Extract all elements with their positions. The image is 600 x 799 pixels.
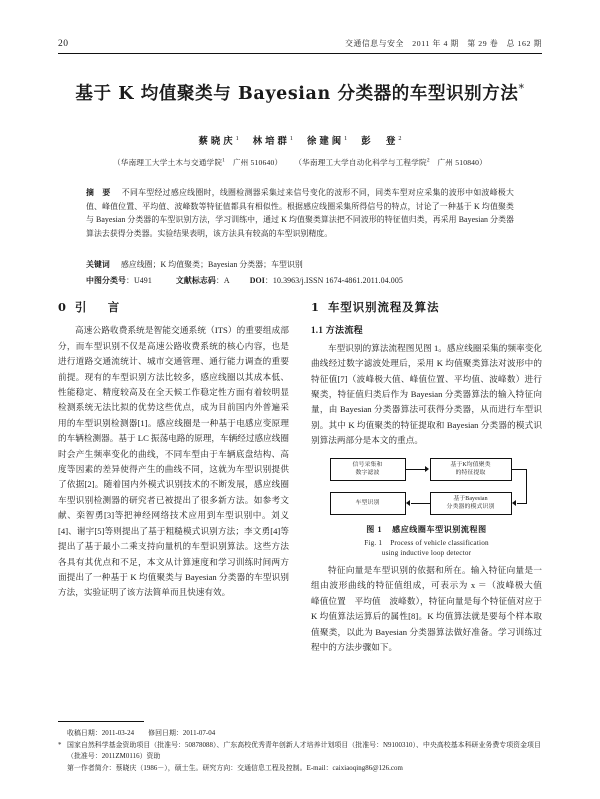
figure-1-caption-cn: 图 1 感应线圈车型识别流程图 (366, 524, 487, 534)
section-title-0: 引 言 (74, 300, 125, 314)
subsection-number-1-1: 1.1 (311, 325, 324, 336)
abstract-label: 摘 要 (86, 188, 111, 197)
footnote-dates: 收稿日期：2011-03-24 修回日期：2011-07-04 (67, 730, 216, 737)
page-number: 20 (58, 39, 69, 49)
figure-1-diagram (322, 456, 532, 518)
section-title-1: 车型识别流程及算法 (327, 300, 440, 314)
flow-box-vehicle-recognition: 车型识别 (330, 492, 406, 515)
figure-1-caption-en: Fig. 1 Process of vehicle classification using inductive loop detector (364, 539, 489, 558)
funding-text: 国家自然科学基金资助项目（批准号：50878088）、广东高校优秀青年创新人才培养计划项目（批准号：N9100310）、中央高校基本科研业务费专项资金项目（批准号：2011ZM0116）资助 (67, 741, 541, 761)
author-3-affil-mark: 1 (344, 134, 348, 142)
clc-group: 中图分类号：U491 (86, 276, 152, 285)
doi-value: 10.3963/j.ISSN 1674-4861.2011.04.005 (272, 276, 403, 285)
subsection-heading-1-1 (311, 323, 542, 338)
journal-citation: 交通信息与安全 2011 年 4 期 第 29 卷 总 162 期 (345, 39, 542, 48)
affiliation-2: （华南理工大学自动化科学与工程学院$^2$ 广州 510840） (294, 157, 487, 167)
footnote-funding (58, 740, 542, 763)
page-title (0, 80, 600, 105)
method-paragraph-1: 车型识别的算法流程图见图 1。感应线圈采集的频率变化曲线经过数字滤波处理后，采用 K 均值聚类算法对波形中的特征值[7]（波峰极大值、峰值位置、平均值、波峰数）进行聚类，特征值归类后作为 Bayesian 分类器算法的输入特征向量，由 Bayesian 分类器算法可获得分类器，从而进行车型识别。其中 K 均值聚类的特征提取和 Bayesian 分类器的模式识别算法两部分是本文的重点。 (311, 342, 542, 446)
section-number-0: 0 (58, 300, 67, 314)
author-4-affil-mark: 2 (398, 134, 402, 142)
section-number-1: 1 (311, 300, 320, 314)
classification-block (86, 274, 514, 287)
abstract-text: 不同车型经过感应线圈时，线圈检测器采集过来信号变化的波形不同，同类车型对应采集的波形中如波峰极大值、峰值位置、平均值、波峰数等特征值都具有相似性。根据感应线圈采集所得信号的特点，讨论了一种基于 K 均值聚类与 Bayesian 分类器的车型识别方法，学习训练中，通过 K 均值聚类算法把不同波形的特征值归类，再采用 Bayesian 分类器算法去获得分类器。实验结果表明，该方法具有较高的车型识别精度。 (86, 188, 514, 238)
author-4: 彭 登$^2$ (361, 134, 402, 147)
author-3: 徐建闽$^1$ (307, 134, 348, 147)
flow-box-signal-acquisition: 信号采集和 数字滤波 (330, 458, 406, 481)
title-footnote-mark: * (518, 82, 525, 96)
doi-group: DOI：10.3963/j.ISSN 1674-4861.2011.04.005 (249, 276, 403, 285)
author-1-affil-mark: 1 (235, 134, 239, 142)
flow-arrow-1 (425, 466, 429, 472)
header-rule (58, 53, 542, 54)
keywords-text: 感应线圈；K 均值聚类；Bayesian 分类器；车型识别 (120, 260, 303, 269)
affiliation-1: （华南理工大学土木与交通学院$^1$ 广州 510640） (113, 157, 283, 167)
section-heading-method (311, 300, 542, 315)
flow-connector-3 (411, 503, 430, 504)
running-head (58, 38, 542, 49)
footnote-author-bio: 第一作者简介：蔡晓庆（1986－），硕士生。研究方向：交通信息工程及控制。E-mail：caixiaoqing86@126.com (67, 764, 403, 772)
section-heading-intro (58, 300, 289, 315)
intro-paragraph-1: 高速公路收费系统是智能交通系统（ITS）的重要组成部分，而车型识别不仅是高速公路收费系统的核心内容，也是进行道路交通流统计、城市交通管理、通行能力调查的重要前提。现有的车型识别方法比较多，感应线圈以其成本低、性能稳定、精度较高及在全天候工作稳定性方面有着较明显检测系统无法比拟的优势这些优点，成为目前国内外普遍采用的车型识别检测器[1]。感应线圈是一种基于电感应变原理的车辆检测器。基于 LC 振荡电路的原理，车辆经过感应线圈时会产生频率变化的曲线，不同车型由于车辆底盘结构、高度等因素的差异使得产生的曲线不同，这就为车型识别提供了依据[2]。随着国内外模式识别技术的不断发展，感应线圈车型识别检测器的研究者已被提出了很多新方法。如参考文献、栾智勇[3]等把神经网络技术应用到车型识别中。刘义[4]、谢宇[5]等则提出了基于粗糙模式识别方法；李文勇[4]等提出了基于最小二乘支持向量机的车型识别算法。这些方法各具有其优点和不足，本文从计算速度和学习训练时间两方面提出了一种基于 K 均值聚类与 Bayesian 分类器的车型识别方法，实验证明了该方法简单而且快速有效。 (58, 325, 289, 598)
author-1: 蔡晓庆$^1$ (198, 134, 239, 147)
flow-box-bayesian-classify: 基于Bayesian 分类器的模式识别 (430, 492, 512, 515)
clc-value: U491 (133, 276, 152, 285)
abstract-block (86, 186, 514, 240)
author-2-affil-mark: 1 (289, 134, 293, 142)
flow-connector-2b (526, 469, 527, 503)
article-title: 基于 K 均值聚类与 Bayesian 分类器的车型识别方法 (75, 84, 519, 104)
column-right (311, 300, 551, 656)
footnote-block (58, 728, 542, 774)
flow-arrow-3 (406, 500, 410, 506)
affiliation-list (0, 157, 600, 168)
flow-connector-1 (406, 469, 425, 470)
author-2: 林培群$^1$ (252, 134, 293, 147)
funding-marker: * (58, 741, 62, 749)
author-list (0, 133, 600, 147)
flow-connector-2a (512, 469, 526, 470)
flow-box-kmeans-feature: 基于K均值聚类 的特征提取 (430, 458, 512, 481)
method-paragraph-2: 特征向量是车型识别的依据和所在。输入特征向量是一组由波形曲线的特征值组成，可表示为 x ＝（波峰极大值 峰值位置 平均值 波峰数），特征向量是每个特征值对应于 K 均值算法运算后的属性[8]。K 均值算法就是要每个样本取值聚类，以此为 Bayesian 分类器算法做好准备。学习训练过程中的方法步骤如下。 (311, 565, 551, 653)
flow-arrow-2 (512, 500, 516, 506)
footnote-rule (58, 721, 144, 722)
keywords-label: 关键词 (86, 260, 110, 269)
keywords-block (86, 258, 514, 271)
figure-1 (311, 456, 542, 558)
flow-connector-2c (517, 503, 527, 504)
doc-code-group: 文献标志码：A (175, 276, 230, 285)
subsection-title-1-1: 方法流程 (325, 325, 363, 336)
column-left (58, 300, 289, 601)
doc-code-value: A (223, 276, 230, 285)
